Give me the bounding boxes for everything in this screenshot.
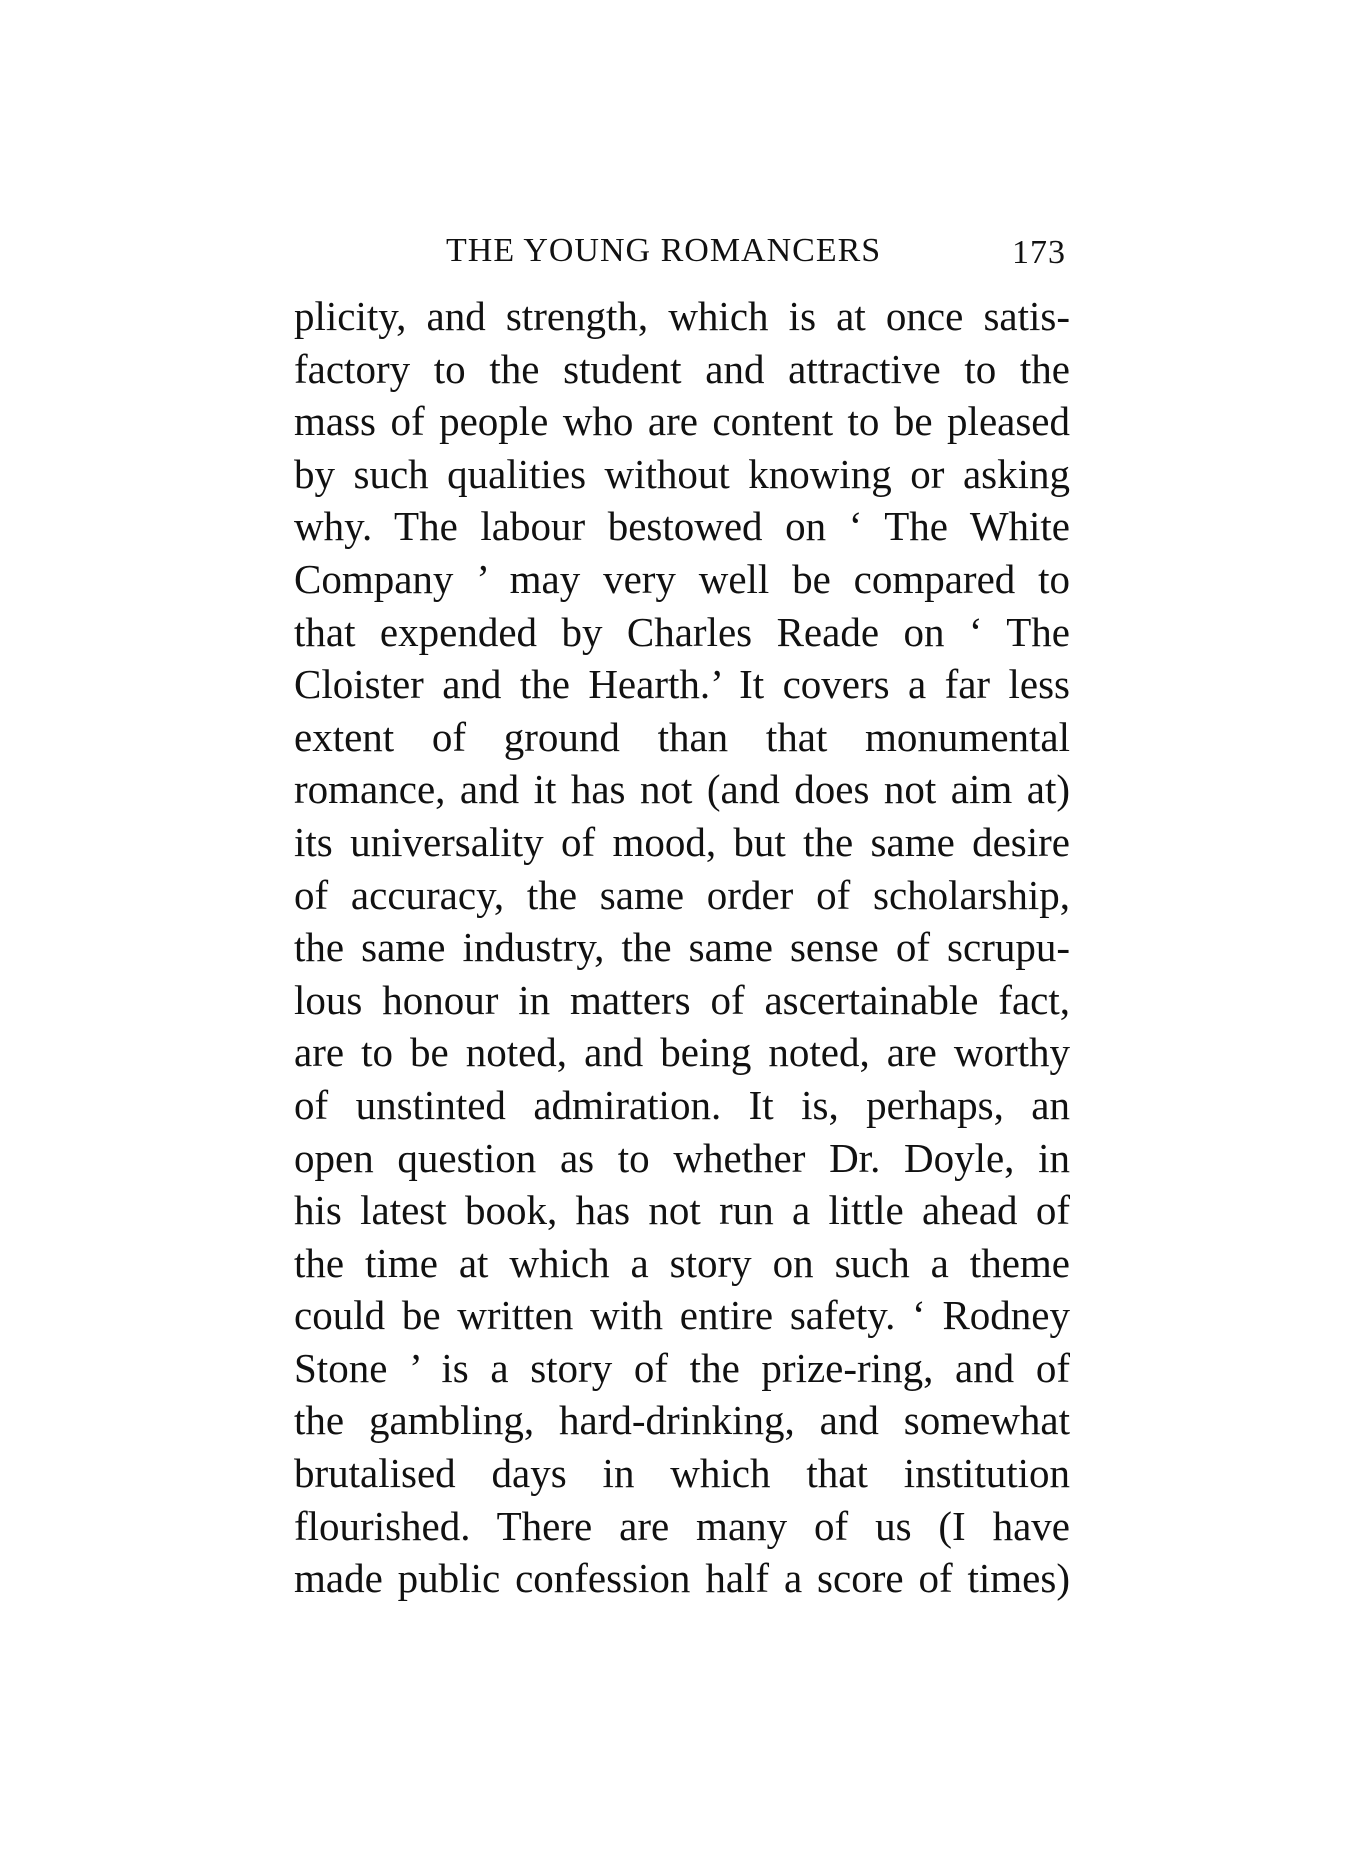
text-line: Stone ’ is a story of the prize-ring, and of xyxy=(294,1344,1070,1391)
text-line: why. The labour bestowed on ‘ The White xyxy=(294,503,1070,550)
text-line: of accuracy, the same order of scholarship, xyxy=(294,871,1070,918)
text-line: its universality of mood, but the same desire xyxy=(294,818,1070,865)
running-title: THE YOUNG ROMANCERS xyxy=(446,232,882,269)
text-line: factory to the student and attractive to the xyxy=(294,345,1070,392)
text-line: brutalised days in which that institution xyxy=(294,1450,1070,1497)
text-line: could be written with entire safety. ‘ Rodney xyxy=(294,1292,1070,1339)
text-line: romance, and it has not (and does not aim at) xyxy=(294,766,1070,813)
text-line: the time at which a story on such a theme xyxy=(294,1239,1070,1286)
text-line: the same industry, the same sense of scrupu- xyxy=(294,924,1070,971)
text-line: made public confession half a score of times) xyxy=(294,1555,1070,1602)
text-line: mass of people who are content to be pleased xyxy=(294,398,1070,445)
text-line: the gambling, hard-drinking, and somewhat xyxy=(294,1397,1070,1444)
text-line: Cloister and the Hearth.’ It covers a far less xyxy=(294,661,1070,708)
text-line: lous honour in matters of ascertainable fact, xyxy=(294,976,1070,1023)
page-number: 173 xyxy=(1012,234,1066,271)
text-line: flourished. There are many of us (I have xyxy=(294,1502,1070,1549)
text-line: by such qualities without knowing or asking xyxy=(294,450,1070,497)
running-head xyxy=(446,232,1066,282)
text-line: that expended by Charles Reade on ‘ The xyxy=(294,608,1070,655)
text-line: Company ’ may very well be compared to xyxy=(294,555,1070,602)
text-line: are to be noted, and being noted, are worthy xyxy=(294,1029,1070,1076)
text-line: extent of ground than that monumental xyxy=(294,713,1070,760)
body-text xyxy=(294,290,1070,1605)
text-line: plicity, and strength, which is at once satis- xyxy=(294,293,1070,339)
text-line: his latest book, has not run a little ahead of xyxy=(294,1187,1070,1234)
text-line: open question as to whether Dr. Doyle, in xyxy=(294,1134,1070,1181)
text-line: of unstinted admiration. It is, perhaps, an xyxy=(294,1081,1070,1128)
